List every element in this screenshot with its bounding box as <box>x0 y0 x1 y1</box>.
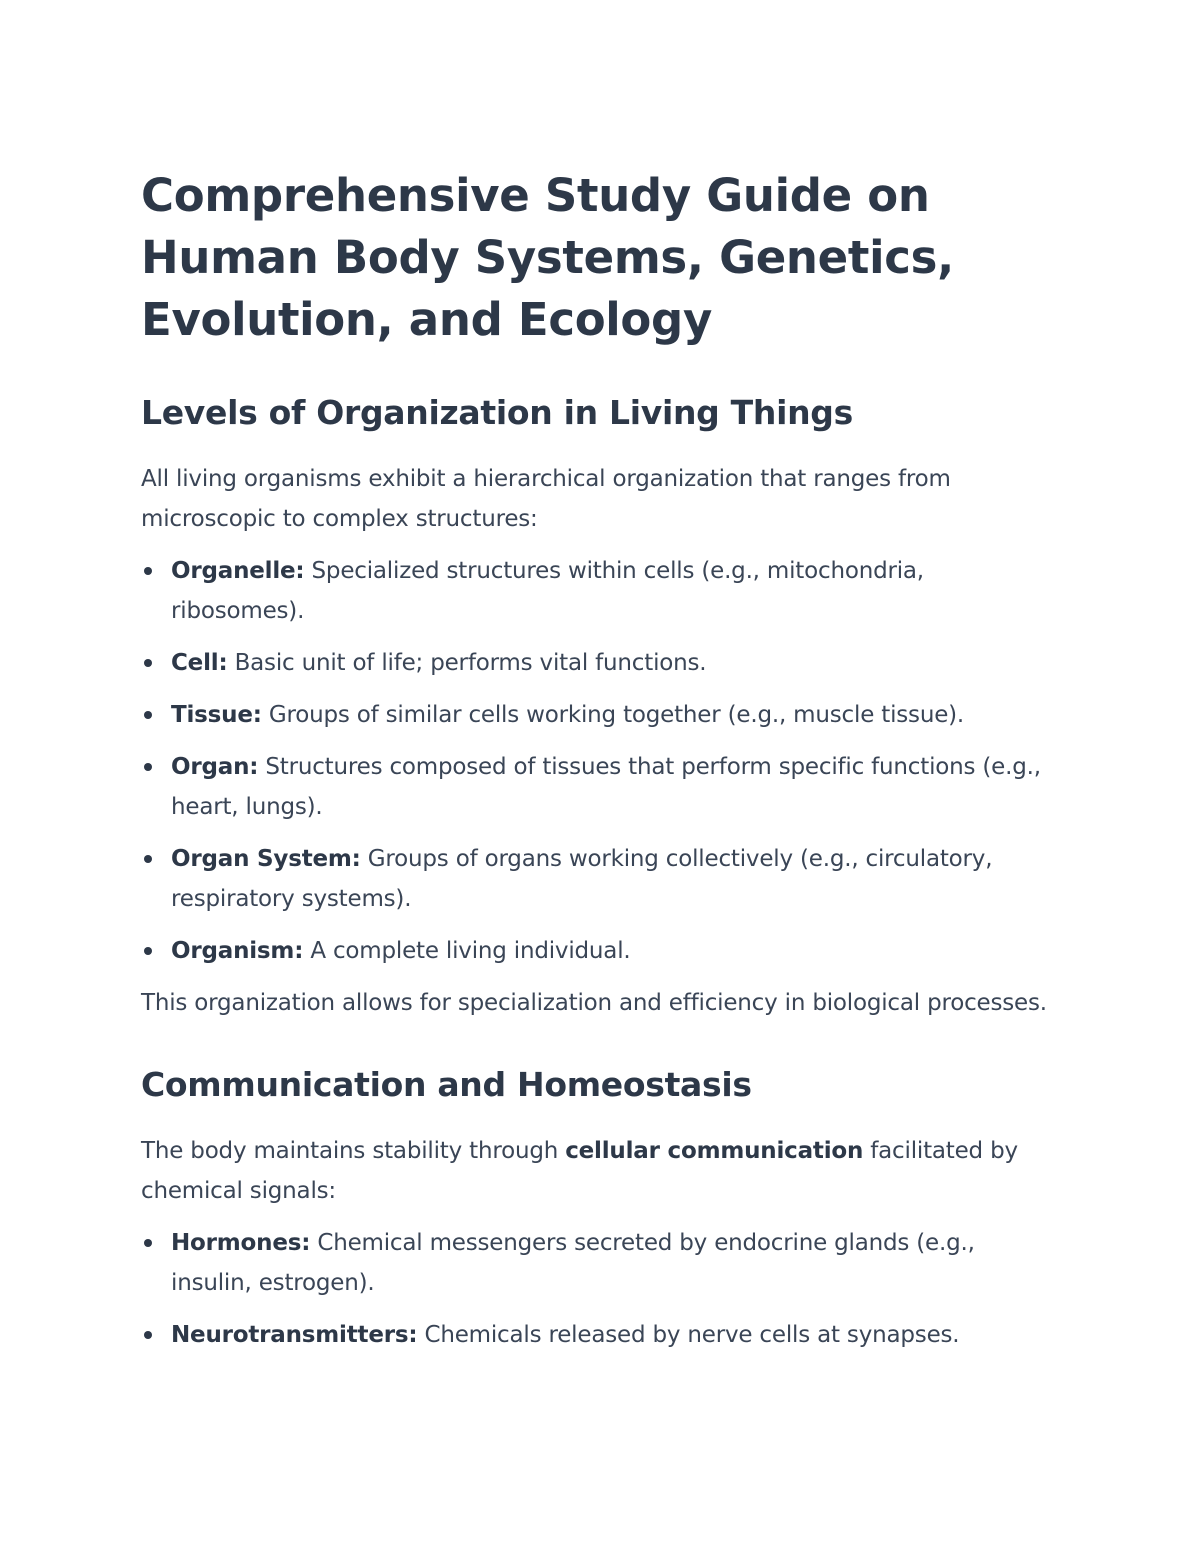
bullet-icon <box>144 947 152 955</box>
bullet-icon <box>144 763 152 771</box>
list-item-text: Basic unit of life; performs vital functions. <box>227 650 707 676</box>
list-item-tissue <box>141 695 1061 735</box>
list-item-text: Groups of similar cells working together (e.g., muscle tissue). <box>261 702 965 728</box>
chemical-signals-list <box>141 1223 1061 1355</box>
list-item-text: Structures composed of tissues that perform specific functions (e.g., heart, lungs). <box>171 754 1041 820</box>
list-item-text: Chemical messengers secreted by endocrine glands (e.g., insulin, estrogen). <box>171 1230 975 1296</box>
list-item-neurotransmitters <box>141 1315 1061 1355</box>
section-closing-paragraph: This organization allows for specialization and efficiency in biological processes. <box>141 990 1047 1016</box>
section-intro-paragraph <box>141 1131 1061 1211</box>
list-item-term: Tissue: <box>171 702 262 728</box>
list-item-cell <box>141 643 1061 683</box>
document-title: Comprehensive Study Guide on Human Body Systems, Genetics, Evolution, and Ecology <box>141 169 954 346</box>
list-item-organ <box>141 747 1061 827</box>
list-item-organ-system <box>141 839 1061 919</box>
list-item-term: Cell: <box>171 650 228 676</box>
list-item-term: Organ System: <box>171 846 361 872</box>
list-item-term: Organ: <box>171 754 259 780</box>
list-item-hormones <box>141 1223 1061 1303</box>
bullet-icon <box>144 659 152 667</box>
intro-bold-term: cellular communication <box>565 1138 864 1164</box>
list-item-organelle <box>141 551 1061 631</box>
list-item-text: Groups of organs working collectively (e.g., circulatory, respiratory systems). <box>171 846 993 912</box>
bullet-icon <box>144 1331 152 1339</box>
section-heading-communication-homeostasis: Communication and Homeostasis <box>141 1065 752 1104</box>
list-item-text: A complete living individual. <box>303 938 631 964</box>
section-intro-paragraph: All living organisms exhibit a hierarchical organization that ranges from microscopic to complex structures: <box>141 466 951 532</box>
list-item-term: Organelle: <box>171 558 305 584</box>
intro-text-before: The body maintains stability through <box>141 1138 566 1164</box>
bullet-icon <box>144 711 152 719</box>
intro-text-after: facilitated by chemical signals: <box>141 1138 1018 1204</box>
document-page <box>141 165 1061 1367</box>
list-item-text: Specialized structures within cells (e.g., mitochondria, ribosomes). <box>171 558 924 624</box>
list-item-term: Organism: <box>171 938 304 964</box>
organization-levels-list <box>141 551 1061 971</box>
section-heading-levels-of-organization: Levels of Organization in Living Things <box>141 393 853 432</box>
list-item-term: Hormones: <box>171 1230 311 1256</box>
bullet-icon <box>144 855 152 863</box>
bullet-icon <box>144 567 152 575</box>
bullet-icon <box>144 1239 152 1247</box>
list-item-organism <box>141 931 1061 971</box>
list-item-text: Chemicals released by nerve cells at synapses. <box>417 1322 960 1348</box>
list-item-term: Neurotransmitters: <box>171 1322 418 1348</box>
